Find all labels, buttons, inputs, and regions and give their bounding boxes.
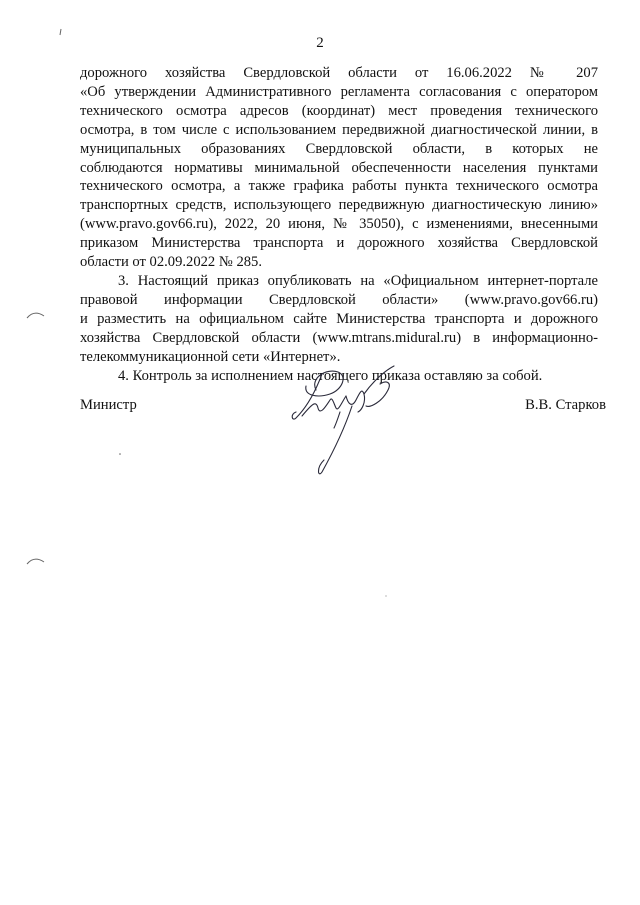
- signer-name: В.В. Старков: [525, 397, 606, 413]
- text-line: области от 02.09.2022 № 285.: [80, 254, 262, 271]
- scan-artifact-icon: [384, 594, 388, 598]
- paragraph-continuation: [80, 64, 598, 272]
- scan-artifact-icon: [26, 310, 46, 320]
- text-line: технического осмотра, а также графика работы пункта технического осмотра: [80, 178, 598, 195]
- scan-artifact-icon: [118, 452, 122, 456]
- page-number: 2: [316, 35, 324, 51]
- text-line: технического осмотра адресов (координат) мест проведения технического: [80, 102, 598, 119]
- document-body: [80, 64, 598, 385]
- text-line: муниципальных образованиях Свердловской области, в которых не: [80, 140, 598, 157]
- handwritten-signature: [282, 360, 412, 480]
- text-line: и разместить на официальном сайте Министерства транспорта и дорожного: [80, 310, 598, 327]
- text-line: 4. Контроль за исполнением настоящего приказа оставляю за собой.: [118, 367, 543, 384]
- text-line: осмотра, в том числе с использованием передвижной диагностической линии, в: [80, 121, 598, 138]
- signer-title: Министр: [80, 397, 137, 413]
- text-line: дорожного хозяйства Свердловской области от 16.06.2022 № 207: [80, 65, 598, 81]
- text-line: транспортных средств, использующего передвижную диагностическую линию»: [80, 197, 598, 214]
- paragraph-publication: [80, 272, 598, 367]
- text-line: соблюдаются нормативы минимальной обеспеченности населения пунктами: [80, 159, 598, 176]
- text-line: «Об утверждении Административного регламента согласования с оператором: [80, 83, 598, 100]
- text-line: 3. Настоящий приказ опубликовать на «Официальном интернет-портале: [118, 272, 598, 289]
- text-line: приказом Министерства транспорта и дорожного хозяйства Свердловской: [80, 235, 598, 252]
- scan-artifact-icon: [26, 556, 46, 566]
- scan-artifact-icon: [58, 28, 64, 36]
- text-line: правовой информации Свердловской области» (www.pravo.gov66.ru): [80, 291, 598, 308]
- text-line: телекоммуникационной сети «Интернет».: [80, 348, 341, 365]
- text-line: хозяйства Свердловской области (www.mtrans.midural.ru) в информационно-: [80, 329, 598, 346]
- text-line: (www.pravo.gov66.ru), 2022, 20 июня, № 35050), с изменениями, внесенными: [80, 216, 598, 233]
